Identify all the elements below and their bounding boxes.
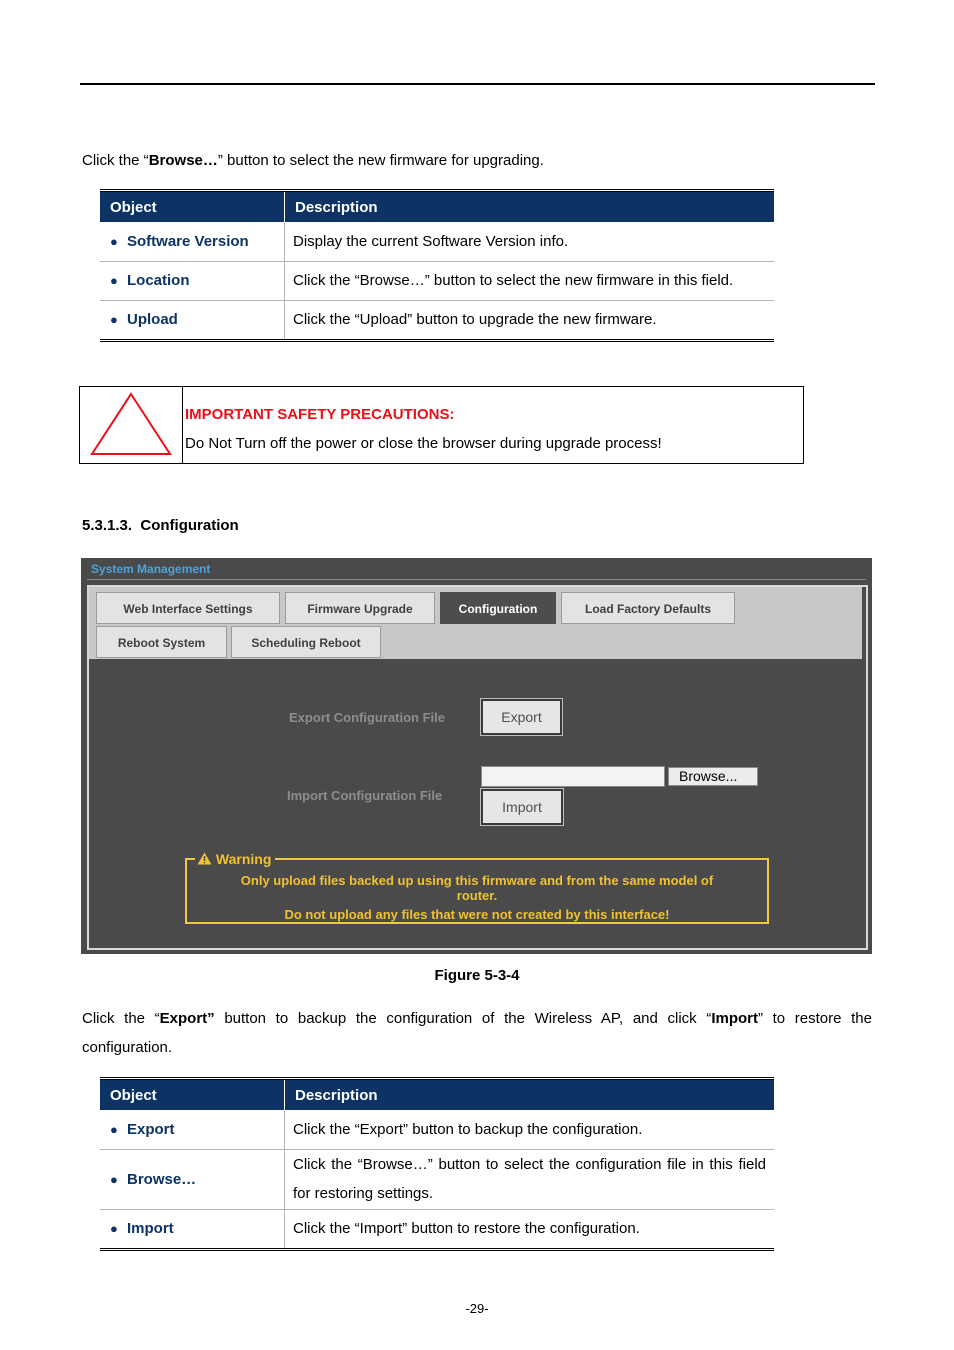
table-row: ● Location Click the “Browse…” button to select the new firmware in this field. <box>100 261 774 300</box>
table-row: ● Software Version Display the current Software Version info. <box>100 222 774 261</box>
object-name: Import <box>127 1220 174 1237</box>
object-description: Click the “Import” button to restore the configuration. <box>285 1209 775 1249</box>
tab-load-factory-defaults[interactable]: Load Factory Defaults <box>561 592 735 624</box>
safety-notice-box <box>79 386 804 464</box>
export-button[interactable]: Export <box>481 699 562 735</box>
config-file-input[interactable] <box>481 766 665 787</box>
tab-reboot-system[interactable]: Reboot System <box>96 626 227 658</box>
panel-title-rule <box>87 579 866 580</box>
firmware-object-table <box>100 189 774 342</box>
object-description: Display the current Software Version info. <box>285 222 775 261</box>
panel-title: System Management <box>91 562 211 576</box>
object-name: Location <box>127 272 190 289</box>
object-name: Software Version <box>127 232 249 250</box>
object-description: Click the “Browse…” button to select the new firmware in this field. <box>285 261 775 300</box>
figure-caption: Figure 5-3-4 <box>434 967 520 984</box>
object-description: Click the “Export” button to backup the configuration. <box>285 1110 775 1149</box>
page-number: -29- <box>465 1301 489 1316</box>
warning-text-line: router. <box>456 888 498 903</box>
tab-configuration[interactable]: Configuration <box>440 592 556 624</box>
header-rule <box>80 83 875 85</box>
warning-icon <box>197 852 212 868</box>
warning-legend: Warning <box>195 851 275 868</box>
safety-title: IMPORTANT SAFETY PRECAUTIONS: <box>185 406 455 423</box>
table-row: ● Browse… Click the “Browse…” button to select the configuration file in this field for restoring settings. <box>100 1149 774 1209</box>
object-description: Click the “Upload” button to upgrade the new firmware. <box>285 300 775 340</box>
configuration-object-table <box>100 1077 774 1251</box>
tab-firmware-upgrade[interactable]: Firmware Upgrade <box>285 592 435 624</box>
configuration-screenshot <box>81 558 872 954</box>
section-heading: 5.3.1.3. Configuration <box>82 517 239 534</box>
object-description: Click the “Browse…” button to select the configuration file in this field for restoring settings. <box>285 1149 775 1209</box>
browse-button[interactable]: Browse... <box>668 767 758 786</box>
safety-text: Do Not Turn off the power or close the browser during upgrade process! <box>185 435 662 452</box>
warning-text-line: Do not upload any files that were not created by this interface! <box>284 907 670 922</box>
object-name: Browse… <box>127 1170 197 1188</box>
tab-web-interface-settings[interactable]: Web Interface Settings <box>96 592 280 624</box>
warning-text-line: Only upload files backed up using this firmware and from the same model of <box>240 873 714 888</box>
object-name: Upload <box>127 311 178 328</box>
export-config-label: Export Configuration File <box>289 710 445 725</box>
warning-triangle-icon <box>80 387 183 463</box>
tab-bar <box>89 587 862 659</box>
table-row: ● Export Click the “Export” button to backup the configuration. <box>100 1110 774 1149</box>
object-name: Export <box>127 1120 175 1138</box>
intro-paragraph: Click the “Browse…” button to select the new firmware for upgrading. <box>82 152 544 169</box>
table-row: ● Upload Click the “Upload” button to upgrade the new firmware. <box>100 300 774 340</box>
table-header-object: Object <box>100 191 285 223</box>
tab-scheduling-reboot[interactable]: Scheduling Reboot <box>231 626 381 658</box>
table-row: ● Import Click the “Import” button to restore the configuration. <box>100 1209 774 1249</box>
import-config-label: Import Configuration File <box>287 788 443 803</box>
table-header-description: Description <box>285 1079 775 1111</box>
table-header-description: Description <box>285 191 775 223</box>
export-import-paragraph: Click the “Export” button to backup the configuration of the Wireless AP, and click “Import” to restore the configuration. <box>82 1010 872 1056</box>
import-button[interactable]: Import <box>481 789 563 825</box>
table-header-object: Object <box>100 1079 285 1111</box>
